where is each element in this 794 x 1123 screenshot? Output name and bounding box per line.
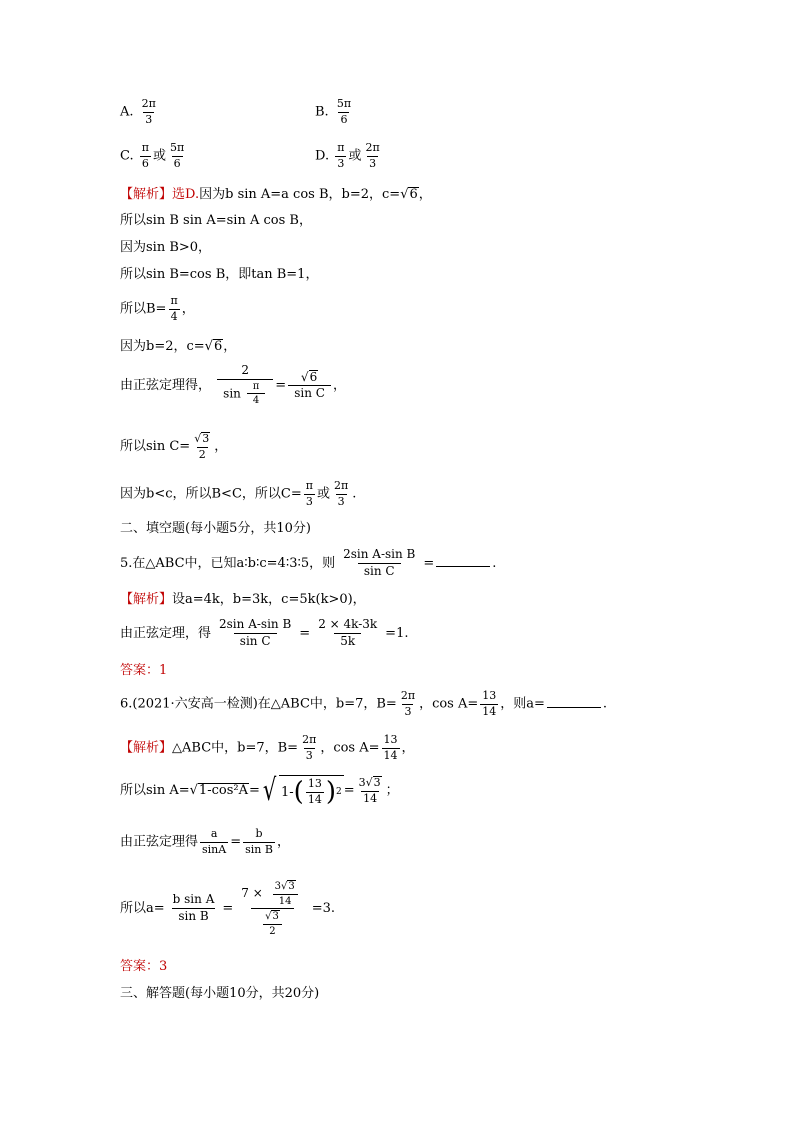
q6-solution-line-2: 所以sin A=√1-cos²A= √ 1- ( $\frac{13}{14}$ ) 2 = $\frac{3√3}{14}$ ； (120, 772, 399, 808)
q6-solution-line-3: 由正弦定理得 $\frac{a}{\sin A}$ = $\frac{b}{\text{sin B}}$ ， (120, 827, 290, 856)
option-c: C. $\frac{\pi}{6}$ 或 $\frac{5\pi}{6}$ (120, 141, 185, 170)
section-3-heading: 三、解答题(每小题10分，共20分) (120, 986, 320, 1001)
q6-stem: 6.(2021·六安高一检测)在△ABC中，b=7，B= $\frac{2\pi}{3}$ ，cos A= $\frac{13}{14}$ ，则a= . (120, 689, 608, 718)
section-2-heading: 二、填空题(每小题5分，共10分) (120, 521, 311, 536)
big-sqrt: √ 1- ( $\frac{13}{14}$ ) 2 (262, 772, 342, 808)
q4-solution-line-9: 因为b<c，所以B<C，所以C= $\frac{\pi}{3}$ 或 $\frac{2\pi}{3}$ . (120, 479, 357, 508)
solution-tag: 【解析】 (120, 187, 173, 202)
q4-solution-line-6: 因为b=2，c=√6， (120, 339, 237, 354)
q5-solution-line-2: 由正弦定理，得 $\frac{\text{2sin A-sin B}}{\text{sin C}}$ = $\frac{2 \times 4k-3k}{5k}$ =1. (120, 617, 409, 648)
option-d: D. $\frac{\pi}{3}$ 或 $\frac{2\pi}{3}$ (315, 141, 380, 170)
answer-blank[interactable] (436, 566, 490, 567)
q4-solution-line-7: 由正弦定理得， 2 sin $\frac{\pi}{4}$ = $\frac{√6}{\text{sin C}}$ ， (120, 363, 346, 407)
q4-solution-line-8: 所以sin C= $\frac{√3}{2}$ ， (120, 432, 228, 461)
option-b-fraction: $\frac{5\pi}{6}$ (336, 97, 352, 126)
answer-blank[interactable] (547, 707, 601, 708)
q4-solution-line-2: 所以sin B sin A=sin A cos B， (120, 213, 312, 228)
q5-answer: 答案：1 (120, 663, 168, 678)
q6-answer: 答案：3 (120, 959, 168, 974)
q4-solution-line-5: 所以B= $\frac{\pi}{4}$ ， (120, 294, 195, 323)
option-a-fraction: $\frac{2\pi}{3}$ (141, 97, 156, 126)
q5-stem: 5.在△ABC中，已知a∶b∶c=4∶3∶5，则 $\frac{\text{2sin A-sin B}}{\text{sin C}}$ = . (120, 547, 497, 578)
option-b: B. $\frac{5\pi}{6}$ (315, 97, 352, 126)
option-a: A. $\frac{2\pi}{3}$ (120, 97, 156, 126)
q4-solution-line-4: 所以sin B=cos B，即tan B=1， (120, 267, 319, 282)
q4-solution-line-1: 【解析】选D.因为b sin A=a cos B，b=2，c=√6， (120, 187, 432, 202)
q6-solution-line-4: 所以a= $\frac{\text{b sin A}}{\text{sin B}}$ = 7 × $\frac{3√3}{14}$ $\frac{√3}{2}$ =3. (120, 881, 336, 937)
solution-tag: 【解析】 (120, 592, 173, 607)
q4-solution-line-3: 因为sin B>0， (120, 240, 212, 255)
solution-tag: 【解析】 (120, 740, 173, 756)
q5-solution-line-1: 【解析】设a=4k，b=3k，c=5k(k>0)， (120, 592, 366, 607)
q6-solution-line-1: 【解析】△ABC中，b=7，B= $\frac{2\pi}{3}$ ，cos A= $\frac{13}{14}$ ， (120, 733, 415, 762)
